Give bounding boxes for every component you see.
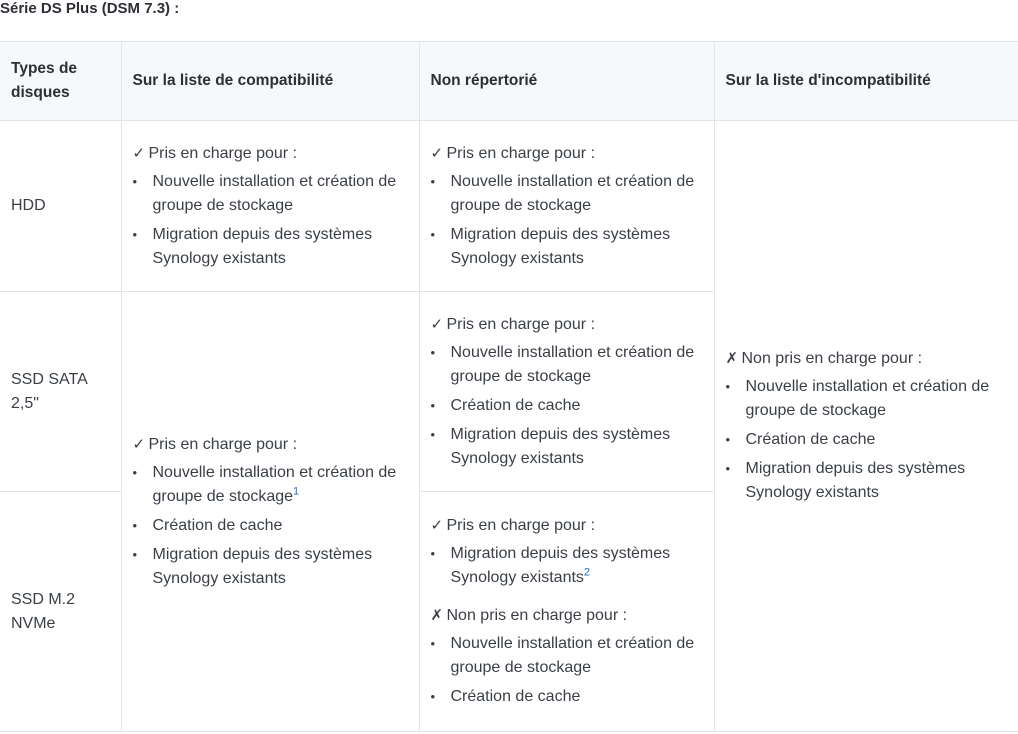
list-item	[133, 461, 408, 509]
item-new-install: Nouvelle installation et création de groupe de stockage	[745, 378, 990, 419]
check-icon: ✓	[430, 144, 444, 162]
list-item	[431, 170, 703, 218]
compatibility-table	[0, 41, 1018, 732]
supported-status	[133, 433, 408, 457]
item-new-install: Nouvelle installation et création de groupe de stockage	[152, 172, 397, 214]
item-migration: Migration depuis des systèmes Synology existants	[450, 425, 671, 467]
supported-status	[133, 142, 408, 166]
check-icon: ✓	[430, 315, 444, 333]
list-item	[133, 543, 408, 591]
sata-unlisted-cell	[419, 292, 714, 492]
list-item	[726, 428, 1011, 452]
unsupported-status	[726, 347, 1011, 371]
check-icon: ✓	[132, 435, 146, 453]
unsupported-label: Non pris en charge pour :	[446, 607, 628, 624]
header-drive-types: Types de disques	[0, 42, 121, 121]
drive-type-hdd: HDD	[0, 121, 121, 292]
bullet-icon: •	[430, 226, 436, 242]
header-unlisted: Non répertorié	[419, 42, 714, 121]
page-title: Série DS Plus (DSM 7.3) :	[0, 0, 180, 17]
table-row-hdd	[0, 121, 1018, 292]
incompat-cell	[714, 121, 1018, 732]
bullet-icon: •	[132, 517, 138, 533]
supported-label: Pris en charge pour :	[446, 315, 596, 333]
bullet-icon: •	[725, 432, 731, 447]
item-cache: Création de cache	[450, 688, 581, 705]
item-new-install: Nouvelle installation et création de groupe de stockage	[450, 343, 695, 385]
bullet-icon: •	[430, 173, 436, 189]
item-migration: Migration depuis des systèmes Synology existants	[152, 545, 373, 587]
header-incompatibility-list: Sur la liste d'incompatibilité	[714, 42, 1018, 121]
supported-label: Pris en charge pour :	[148, 144, 298, 162]
bullet-icon: •	[132, 226, 138, 242]
bullet-icon: •	[430, 636, 436, 651]
hdd-compat-cell	[121, 121, 419, 292]
bullet-icon: •	[430, 546, 436, 561]
bullet-icon: •	[132, 464, 138, 480]
list-item	[431, 632, 703, 680]
feature-list	[431, 170, 703, 271]
list-item	[431, 542, 703, 590]
feature-list	[133, 170, 408, 271]
bullet-icon: •	[430, 344, 436, 360]
footnote-2-link[interactable]: 2	[583, 566, 591, 579]
list-item	[431, 223, 703, 271]
item-cache: Création de cache	[745, 431, 876, 448]
bullet-icon: •	[430, 397, 436, 413]
item-cache: Création de cache	[152, 516, 283, 534]
list-item	[726, 375, 1011, 423]
supported-label: Pris en charge pour :	[148, 435, 298, 453]
item-migration: Migration depuis des systèmes Synology existants	[152, 225, 373, 267]
list-item	[133, 223, 408, 271]
drive-type-ssd-sata: SSD SATA 2,5"	[0, 292, 121, 492]
feature-list	[431, 542, 703, 590]
drive-type-ssd-nvme: SSD M.2 NVMe	[0, 492, 121, 732]
cross-icon: ✗	[725, 350, 739, 367]
item-migration: Migration depuis des systèmes Synology existants	[745, 460, 966, 501]
feature-list	[726, 375, 1011, 505]
unsupported-label: Non pris en charge pour :	[741, 350, 923, 367]
item-new-install: Nouvelle installation et création de groupe de stockage	[450, 635, 695, 676]
check-icon: ✓	[132, 144, 146, 162]
list-item	[133, 514, 408, 538]
item-new-install: Nouvelle installation et création de groupe de stockage	[450, 172, 695, 214]
list-item	[431, 423, 703, 471]
item-cache: Création de cache	[450, 396, 581, 414]
supported-status	[431, 142, 703, 166]
feature-list	[133, 461, 408, 591]
hdd-unlisted-cell	[419, 121, 714, 292]
table-header-row	[0, 42, 1018, 121]
bullet-icon: •	[725, 379, 731, 394]
supported-status	[431, 313, 703, 337]
footnote-1-link[interactable]: 1	[293, 485, 300, 498]
list-item	[431, 394, 703, 418]
list-item	[431, 341, 703, 389]
list-item	[133, 170, 408, 218]
feature-list	[431, 632, 703, 709]
item-new-install: Nouvelle installation et création de groupe de stockage	[152, 463, 397, 505]
supported-status	[431, 514, 703, 538]
bullet-icon: •	[725, 461, 731, 476]
item-migration: Migration depuis des systèmes Synology existants	[450, 545, 671, 586]
feature-list	[431, 341, 703, 471]
supported-label: Pris en charge pour :	[446, 144, 596, 162]
nvme-unlisted-cell	[419, 492, 714, 732]
bullet-icon: •	[132, 546, 138, 562]
check-icon: ✓	[430, 517, 444, 534]
bullet-icon: •	[430, 426, 436, 442]
ssd-compat-cell	[121, 292, 419, 732]
list-item	[431, 685, 703, 709]
bullet-icon: •	[430, 689, 436, 704]
item-migration: Migration depuis des systèmes Synology existants	[450, 225, 671, 267]
supported-label: Pris en charge pour :	[446, 517, 596, 534]
bullet-icon: •	[132, 173, 138, 189]
cross-icon: ✗	[430, 607, 444, 624]
list-item	[726, 457, 1011, 505]
header-compatibility-list: Sur la liste de compatibilité	[121, 42, 419, 121]
unsupported-status	[431, 604, 703, 628]
